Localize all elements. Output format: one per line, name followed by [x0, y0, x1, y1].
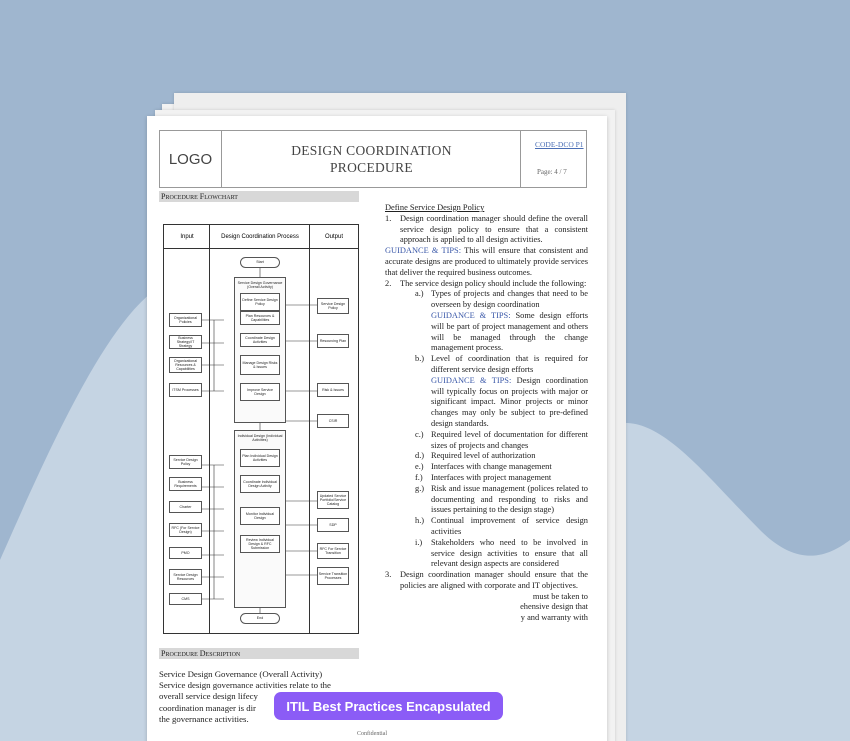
guidance-tip: GUIDANCE & TIPS: Design coordination will typically focus on projects with major or significant impact. Minor projects or minor changes may only be subject to pre-defined design standards. [431, 375, 589, 428]
flow-output: Resourcing Plan [317, 334, 349, 348]
column-input: Input [164, 225, 210, 249]
flow-output: Service Transition Processes [317, 567, 349, 585]
flow-output: Risk & Issues [317, 383, 349, 397]
document-title: DESIGN COORDINATION PROCEDURE [223, 131, 521, 187]
flow-process: Monitor Individual Design [240, 507, 280, 525]
right-heading: Define Service Design Policy [385, 203, 485, 212]
document-code-link[interactable]: CODE-DCO P1 [535, 140, 584, 149]
flow-input: Business Requirements [169, 477, 202, 491]
sub-list-item: f.) Interfaces with project management [415, 472, 552, 482]
procedure-description: Service Design Governance (Overall Activity) Service design governance activities relate to the overall service design lifecy coordination manager is dir the governance activities. [159, 669, 359, 725]
sub-list-item: e.) Interfaces with change management [415, 462, 552, 472]
flow-process: Coordinate Individual Design Activity [240, 475, 280, 493]
sub-list-item: i.) Stakeholders who need to be involved in service design activities to ensure that all relevant design aspects are considered [415, 537, 588, 569]
flow-output: Service Design Policy [317, 298, 349, 314]
document-header [159, 130, 587, 188]
flow-process: Manage Design Risks & Issues [240, 355, 280, 375]
flow-group-individual-label: Individual Design (Individual Activities) [237, 433, 283, 442]
guidance-tip: GUIDANCE & TIPS: Some design efforts will be part of project management and others will be managed through the change management process. [431, 310, 588, 353]
flow-process: Review Individual Design & RFC Submission [240, 535, 280, 553]
flow-input: CMS [169, 593, 202, 605]
flow-process: Plan Resources & Capabilities [240, 311, 280, 325]
right-column-text [385, 203, 588, 624]
cut-off-text: y and warranty with [520, 613, 588, 623]
flow-input: Organizational Resources & Capabilities [169, 357, 202, 373]
guidance-tip: GUIDANCE & TIPS: This will ensure that consistent and accurate designs are produced to ultimately provide services that deliver the required business outcomes. [385, 246, 588, 277]
confidential-footer: Confidential [357, 731, 387, 737]
cut-off-text: ehensive design that [520, 602, 588, 612]
page-number: Page: 4 / 7 [537, 168, 567, 176]
flow-input: Service Design Policy [169, 455, 202, 469]
sub-list-item: c.) Required level of documentation for different sizes of projects and changes [415, 429, 588, 450]
list-item: 1. Design coordination manager should define the overall service design policy to ensure that a consistent approach is applied to all design activities. [385, 213, 588, 245]
flow-end: End [240, 613, 280, 624]
flow-input: RFC (For Service Design) [169, 523, 202, 537]
list-item: 3. Design coordination manager should ensure that the policies are aligned with corporate and IT objectives. [385, 570, 588, 590]
flow-process: Improve Service Design [240, 383, 280, 401]
flow-output: Updated Service Portfolio/Service Catalog [317, 491, 349, 509]
sub-list-item: g.) Risk and issue management (polices related to documenting and responding to risks and issues pertaining to the design stage) [415, 483, 588, 515]
flow-input: Business Strategy/IT Strategy [169, 335, 202, 349]
flow-process: Coordinate Design Activities [240, 333, 280, 347]
sub-list-item: a.) Types of projects and changes that need to be overseen by design coordination [415, 289, 588, 310]
flow-output: CSIR [317, 414, 349, 428]
flow-process: Define Service Design Policy [240, 293, 280, 311]
cut-off-text: must be taken to [532, 591, 588, 601]
flow-output: SDP [317, 518, 349, 532]
list-item: 2. The service design policy should include the following: [385, 278, 587, 288]
flow-process: Plan Individual Design Activities [240, 449, 280, 467]
sub-list-item: d.) Required level of authorization [415, 451, 536, 461]
flow-group-governance-label: Service Design Governance (Overall Activity) [237, 280, 283, 289]
description-section-heading: Procedure Description [159, 648, 359, 659]
flow-input: Organizational Policies [169, 313, 202, 327]
description-heading: Service Design Governance (Overall Activity) [159, 669, 323, 679]
document-page [147, 116, 607, 741]
logo: LOGO [160, 131, 222, 187]
flow-input: Charter [169, 501, 202, 513]
sub-list-item: b.) Level of coordination that is required for different service design efforts [415, 354, 588, 374]
flow-start: Start [240, 257, 280, 268]
flow-input: ITSM Processes [169, 383, 202, 397]
flow-output: RFC For Service Transition [317, 543, 349, 559]
flow-input: PMO [169, 547, 202, 559]
feature-badge[interactable]: ITIL Best Practices Encapsulated [274, 692, 503, 720]
procedure-flowchart [163, 224, 359, 634]
flow-input: Service Design Resources [169, 569, 202, 585]
column-output: Output [310, 225, 358, 249]
sub-list-item: h.) Continual improvement of service design activities [415, 516, 588, 536]
flowchart-section-heading: Procedure Flowchart [159, 191, 359, 202]
column-process: Design Coordination Process [210, 225, 310, 249]
